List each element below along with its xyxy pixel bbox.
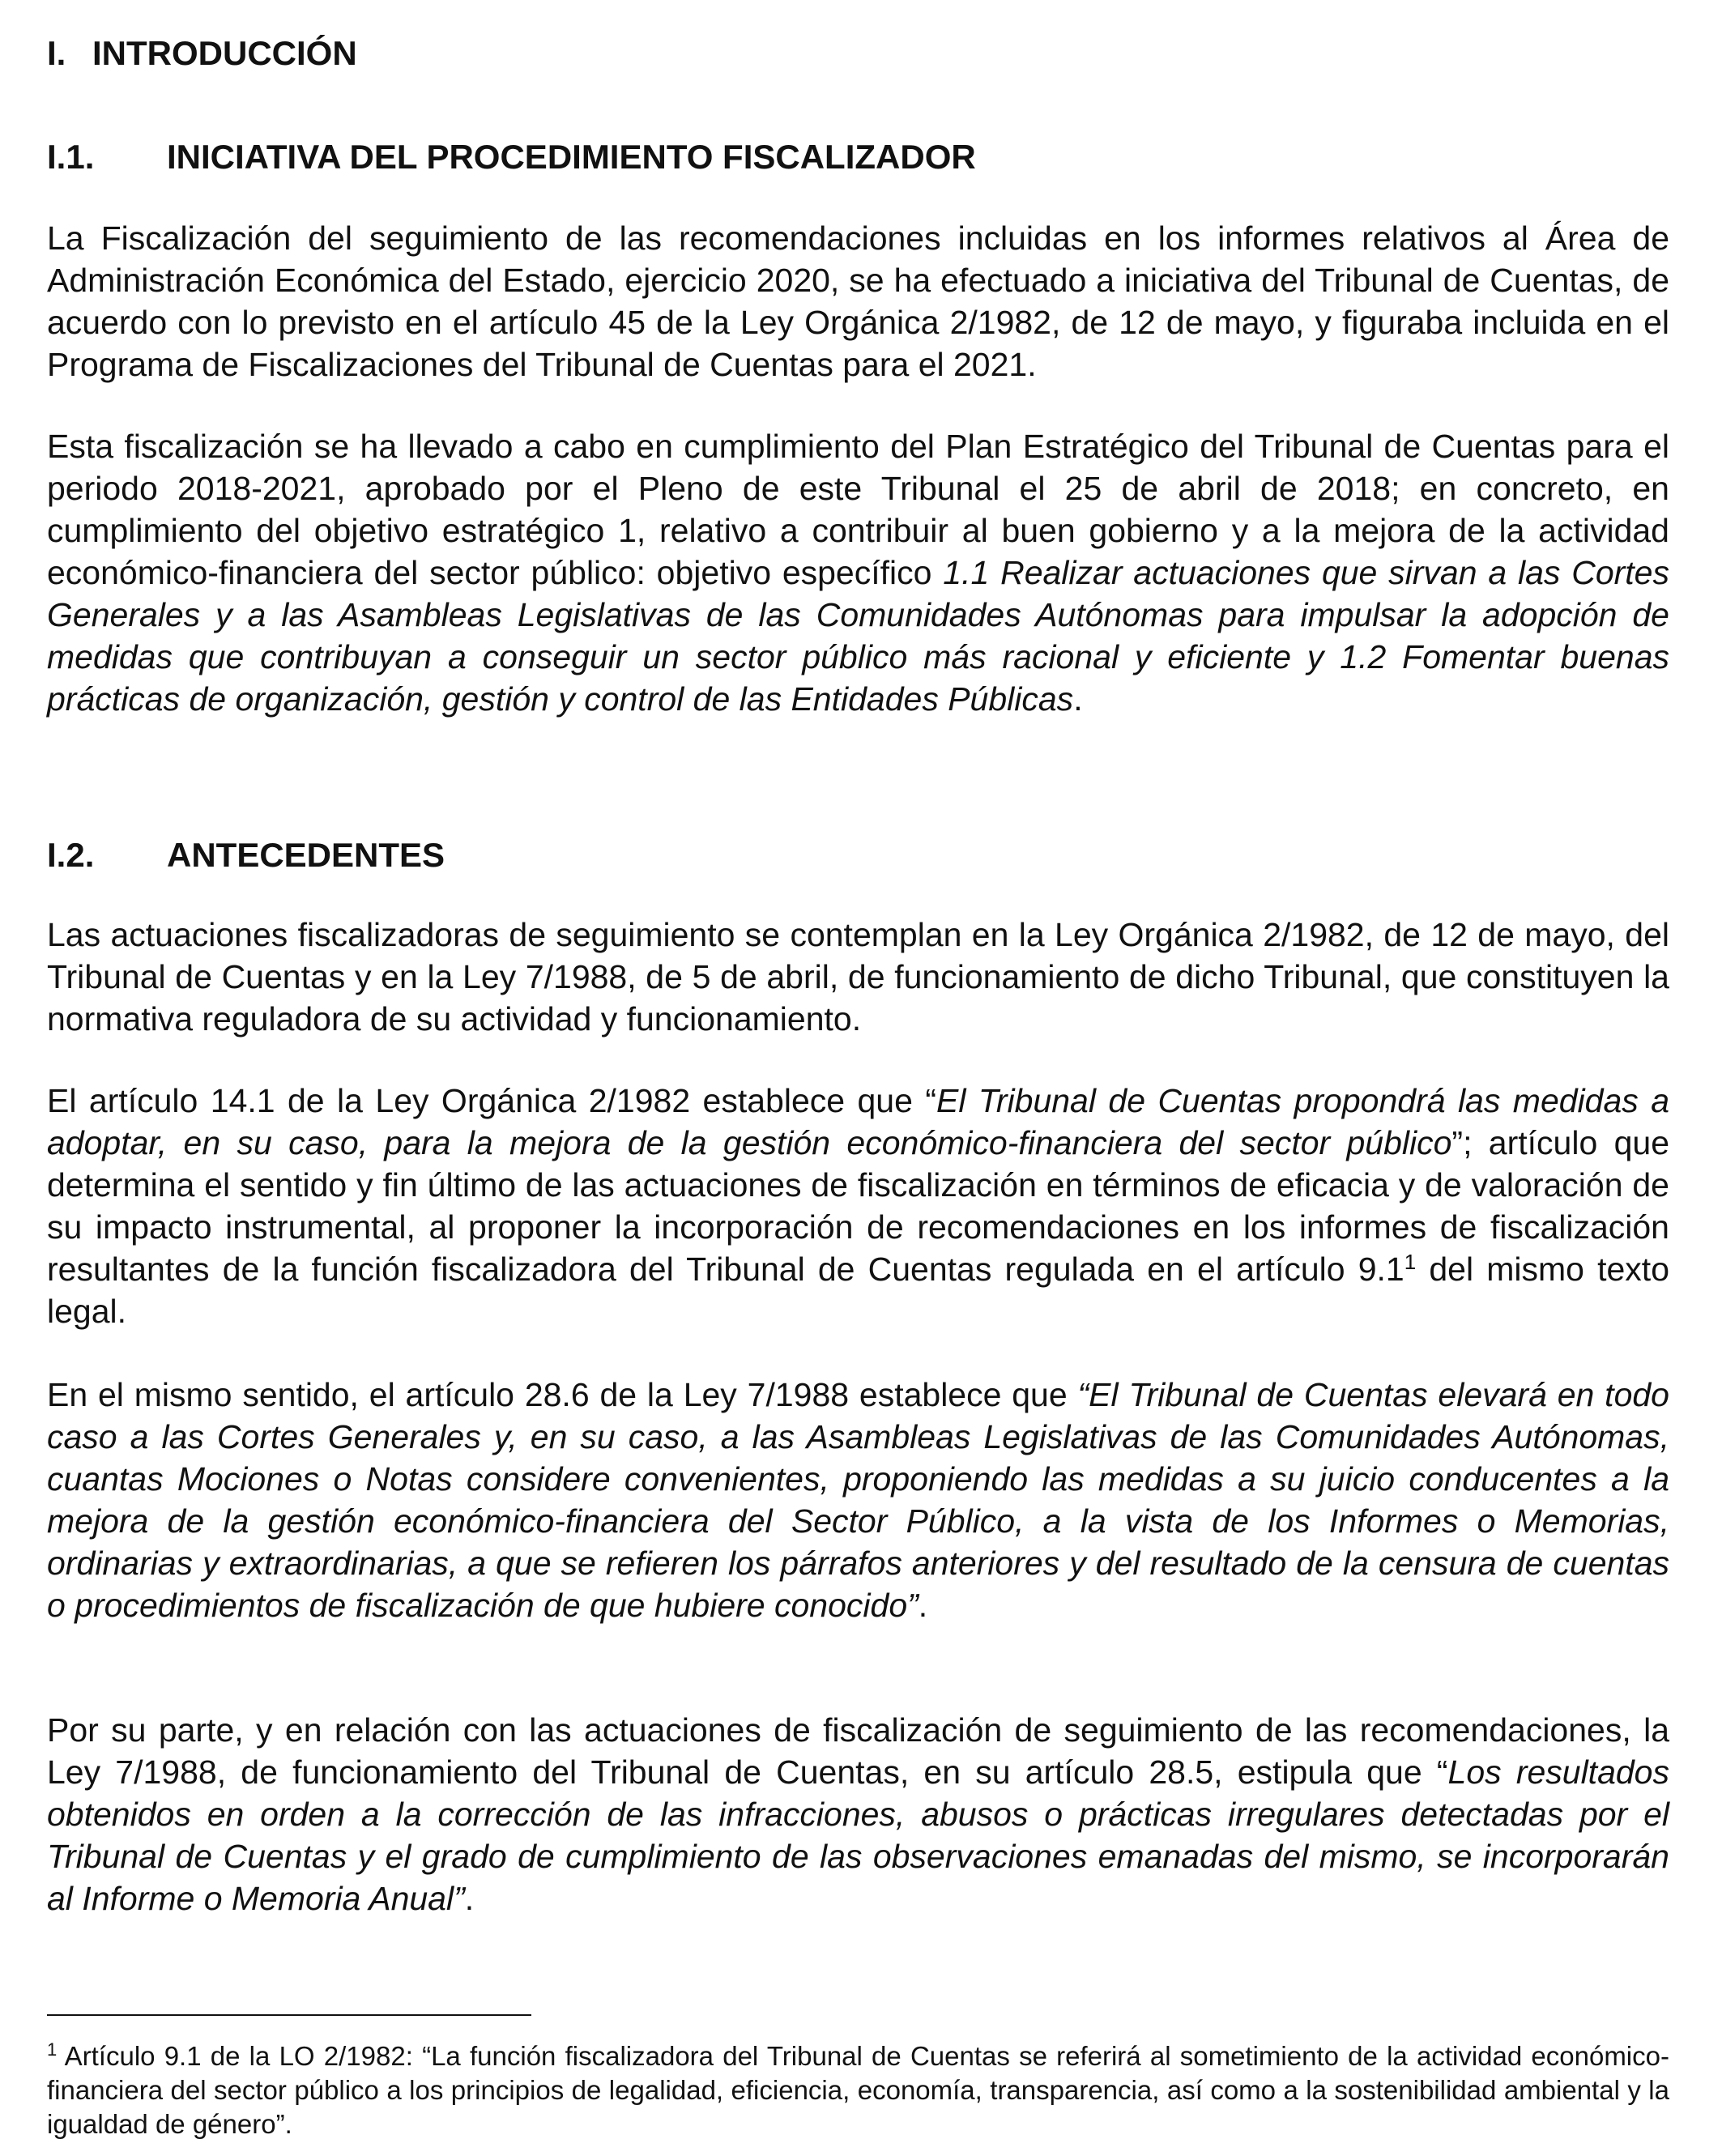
footnote-reference[interactable]: 1 xyxy=(1404,1250,1417,1274)
footnote-mark: 1 xyxy=(47,2039,58,2060)
paragraph-articulo-28-5: Por su parte, y en relación con las actuaciones de fiscalización de seguimiento de las recomendaciones, la Ley 7/1988, de funcionamiento del Tribunal de Cuentas, en su artículo 28.5, estipula que “Los resultados obtenidos en orden a la corrección de las infracciones, abusos o prácticas irregulares detectadas por el Tribunal de Cuentas y el grado de cumplimiento de las observaciones emanadas del mismo, se incorporarán al Informe o Memoria Anual”. xyxy=(47,1711,1669,1917)
section-heading xyxy=(47,32,357,75)
paragraph-actuaciones: Las actuaciones fiscalizadoras de seguimiento se contemplan en la Ley Orgánica 2/1982, de 12 de mayo, del Tribunal de Cuentas y en la Ley 7/1988, de 5 de abril, de funcionamiento de dicho Tribunal, que constituyen la normativa reguladora de su actividad y funcionamiento. xyxy=(47,916,1669,1038)
subsection-heading-1 xyxy=(47,136,976,178)
section-title: INTRODUCCIÓN xyxy=(92,34,357,72)
subsection-title: INICIATIVA DEL PROCEDIMIENTO FISCALIZADOR xyxy=(167,138,976,176)
subsection-heading-2 xyxy=(47,834,445,876)
subsection-number: I.2. xyxy=(47,836,95,874)
paragraph-iniciativa: La Fiscalización del seguimiento de las recomendaciones incluidas en los informes relativos al Área de Administración Económica del Estado, ejercicio 2020, se ha efectuado a iniciativa del Tribunal de Cuentas, de acuerdo con lo previsto en el artículo 45 de la Ley Orgánica 2/1982, de 12 de mayo, y figuraba incluida en el Programa de Fiscalizaciones del Tribunal de Cuentas para el 2021. xyxy=(47,219,1669,383)
footnote-separator xyxy=(47,2014,531,2016)
paragraph-articulo-28-6: En el mismo sentido, el artículo 28.6 de la Ley 7/1988 establece que “El Tribunal de Cuentas elevará en todo caso a las Cortes Generales y, en su caso, a las Asambleas Legislativas de las Comunidades Autónomas, cuantas Mociones o Notas considere convenientes, proponiendo las medidas a su juicio conducentes a la mejora de la gestión económico-financiera del Sector Público, a la vista de los Informes o Memorias, ordinarias y extraordinarias, a que se refieren los párrafos anteriores y del resultado de la censura de cuentas o procedimientos de fiscalización de que hubiere conocido”. xyxy=(47,1376,1669,1624)
subsection-number: I.1. xyxy=(47,138,95,176)
paragraph-plan-estrategico: Esta fiscalización se ha llevado a cabo en cumplimiento del Plan Estratégico del Tribunal de Cuentas para el periodo 2018-2021, aprobado por el Pleno de este Tribunal el 25 de abril de 2018; en concreto, en cumplimiento del objetivo estratégico 1, relativo a contribuir al buen gobierno y a la mejora de la actividad económico-financiera del sector público: objetivo específico 1.1 Realizar actuaciones que sirvan a las Cortes Generales y a las Asambleas Legislativas de las Comunidades Autónomas para impulsar la adopción de medidas que contribuyan a conseguir un sector público más racional y eficiente y 1.2 Fomentar buenas prácticas de organización, gestión y control de las Entidades Públicas. xyxy=(47,428,1669,718)
section-number: I. xyxy=(47,34,66,72)
footnote: $^1$ Artículo 9.1 de la LO 2/1982: “La función fiscalizadora del Tribunal de Cuentas se referirá al sometimiento de la actividad económico-financiera del sector público a los principios de legalidad, eficiencia, economía, transparencia, así como a la sostenibilidad ambiental y la igualdad de género”. xyxy=(47,2039,1669,2139)
paragraph-articulo-14-1: El artículo 14.1 de la Ley Orgánica 2/1982 establece que “El Tribunal de Cuentas propondrá las medidas a adoptar, en su caso, para la mejora de la gestión económico-financiera del sector público”; artículo que determina el sentido y fin último de las actuaciones de fiscalización en términos de eficacia y de valoración de su impacto instrumental, al proponer la incorporación de recomendaciones en los informes de fiscalización resultantes de la función fiscalizadora del Tribunal de Cuentas regulada en el artículo $9.1^1$ del mismo texto legal. xyxy=(47,1082,1669,1330)
subsection-title: ANTECEDENTES xyxy=(167,836,445,874)
